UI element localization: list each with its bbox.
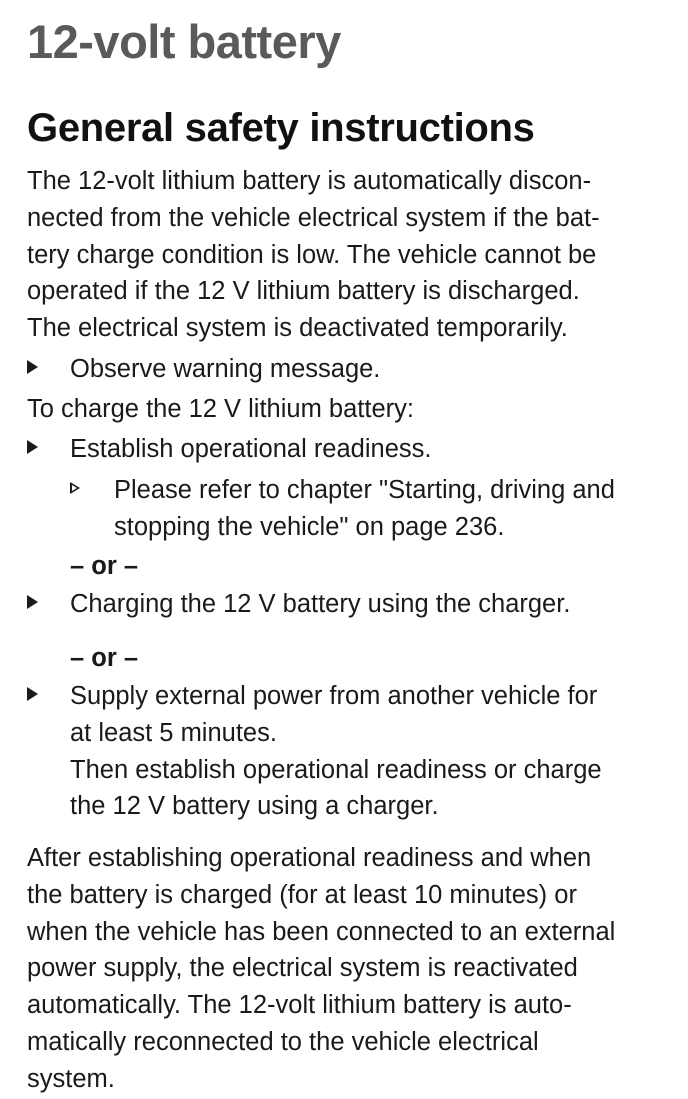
bullet-warning-text: Observe warning message.	[70, 355, 381, 383]
bullet-external-text	[70, 678, 602, 825]
sub-reference-line: stopping the vehicle" on page 236.	[114, 512, 505, 541]
outro-line: matically reconnected to the vehicle electrical	[27, 1027, 539, 1056]
or-separator: – or –	[70, 644, 139, 672]
section-title: 12-volt battery	[27, 15, 341, 68]
charge-intro-text: To charge the 12 V lithium battery:	[27, 395, 414, 423]
outro-line: the battery is charged (for at least 10 minutes) or	[27, 880, 577, 909]
intro-line: tery charge condition is low. The vehicle cannot be	[27, 240, 597, 269]
bullet-readiness-text: Establish operational readiness.	[70, 435, 432, 463]
bullet-external-line: the 12 V battery using a charger.	[70, 792, 439, 821]
outro-line: power supply, the electrical system is reactivated	[27, 954, 578, 983]
charge-intro	[27, 391, 414, 428]
outline-arrow-icon	[70, 482, 80, 494]
bullet-arrow-icon	[27, 595, 38, 609]
sub-reference-text	[114, 472, 615, 546]
bullet-arrow-icon	[27, 440, 38, 454]
bullet-external-line: Then establish operational readiness or charge	[70, 755, 602, 784]
outro-line: automatically. The 12-volt lithium battery is auto-	[27, 991, 572, 1020]
intro-line: operated if the 12 V lithium battery is discharged.	[27, 277, 580, 306]
outro-line: when the vehicle has been connected to an external	[27, 917, 616, 946]
sub-reference-line: Please refer to chapter "Starting, driving and	[114, 476, 615, 504]
outro-line: After establishing operational readiness and when	[27, 844, 592, 872]
intro-line: The electrical system is deactivated temporarily.	[27, 314, 568, 343]
bullet-external-line: Supply external power from another vehicle for	[70, 682, 598, 710]
intro-line: nected from the vehicle electrical system if the bat-	[27, 203, 600, 232]
outro-line: system.	[27, 1064, 115, 1093]
outro-paragraph	[27, 840, 615, 1098]
or-separator: – or –	[70, 552, 139, 580]
heading-general-safety: General safety instructions	[27, 106, 535, 150]
bullet-arrow-icon	[27, 687, 38, 701]
intro-line: The 12-volt lithium battery is automatically discon-	[27, 167, 592, 195]
bullet-arrow-icon	[27, 360, 38, 374]
intro-paragraph	[27, 163, 600, 347]
bullet-charger-text: Charging the 12 V battery using the charger.	[70, 590, 571, 618]
bullet-external-line: at least 5 minutes.	[70, 718, 277, 747]
